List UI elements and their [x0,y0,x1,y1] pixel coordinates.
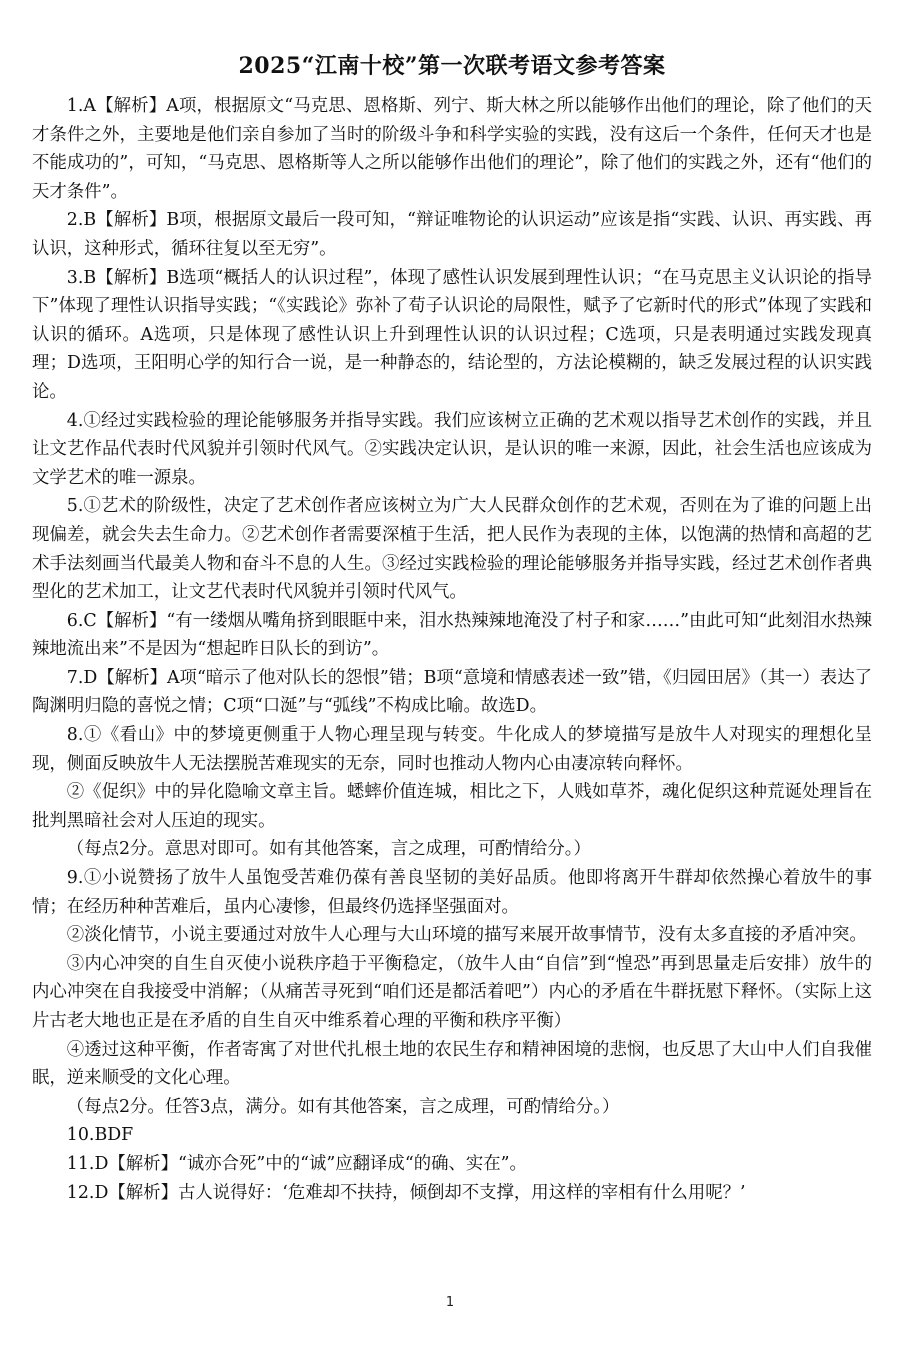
answer-paragraph: 2.B【解析】B项，根据原文最后一段可知，“辩证唯物论的认识运动”应该是指“实践、认识、再实践、再认识，这种形式，循环往复以至无穷”。 [32,210,872,259]
answer-paragraph: 11.D【解析】“诚亦合死”中的“诚”应翻译成“的确、实在”。 [66,1153,527,1174]
scoring-note: （每点2分。意思对即可。如有其他答案，言之成理，可酌情给分。） [66,839,591,860]
page-number: 1 [445,1295,455,1310]
answer-paragraph: 10.BDF [66,1125,134,1146]
answer-paragraph: 3.B【解析】B选项“概括人的认识过程”，体现了感性认识发展到理性认识；“在马克思主义认识论的指导下”体现了理性认识指导实践；“《实践论》弥补了荀子认识论的局限性，赋予了它新时代的形式”体现了实践和认识的循环。A选项，只是体现了感性认识上升到理性认识的认识过程；C选项，只是表明通过实践发现真理；D选项，王阳明心学的知行合一说，是一种静态的，结论型的，方法论模糊的，缺乏发展过程的认识实践论。 [32,267,872,402]
scoring-note: （每点2分。任答3点，满分。如有其他答案，言之成理，可酌情给分。） [66,1096,620,1117]
answer-paragraph: 7.D【解析】A项“暗示了他对队长的怨恨”错；B项“意境和情感表述一致”错，《归园田居》（其一）表达了陶渊明归隐的喜悦之情；C项“口涎”与“弧线”不构成比喻。故选D。 [32,667,872,717]
answer-paragraph: ③内心冲突的自生自灭使小说秩序趋于平衡稳定，（放牛人由“自信”到“惶恐”再到思量走后安排）放牛的内心冲突在自我接受中消解；（从痛苦寻死到“咱们还是都活着吧”）内心的矛盾在牛群抚慰下释怀。（实际上这片古老大地也正是在矛盾的自生自灭中维系着心理的平衡和秩序平衡） [32,953,872,1031]
page-title: 2025“江南十校”第一次联考语文参考答案 [238,53,666,79]
answer-paragraph: 1.A【解析】A项，根据原文“马克思、恩格斯、列宁、斯大林之所以能够作出他们的理论，除了他们的天才条件之外，主要地是他们亲自参加了当时的阶级斗争和科学实验的实践，没有这后一个条件，任何天才也是不能成功的”，可知，“马克思、恩格斯等人之所以能够作出他们的理论”，除了他们的实践之外，还有“他们的天才条件”。 [32,96,872,202]
answer-paragraph: 6.C【解析】“有一缕烟从嘴角挤到眼眶中来，泪水热辣辣地淹没了村子和家……”由此可知“此刻泪水热辣辣地流出来”不是因为“想起昨日队长的到访”。 [32,610,872,660]
answer-paragraph: 4.①经过实践检验的理论能够服务并指导实践。我们应该树立正确的艺术观以指导艺术创作的实践，并且让文艺作品代表时代风貌并引领时代风气。②实践决定认识，是认识的唯一来源，因此，社会生活也应该成为文学艺术的唯一源泉。 [32,410,872,488]
answer-paragraph: 5.①艺术的阶级性，决定了艺术创作者应该树立为广大人民群众创作的艺术观，否则在为了谁的问题上出现偏差，就会失去生命力。②艺术创作者需要深植于生活，把人民作为表现的主体，以饱满的热情和高超的艺术手法刻画当代最美人物和奋斗不息的人生。③经过实践检验的理论能够服务并指导实践，经过艺术创作者典型化的艺术加工，让文艺代表时代风貌并引领时代风气。 [32,496,872,603]
answer-paragraph: 9.①小说赞扬了放牛人虽饱受苦难仍葆有善良坚韧的美好品质。他即将离开牛群却依然操心着放牛的事情；在经历种种苦难后，虽内心凄惨，但最终仍选择坚强面对。 [32,868,872,917]
answer-paragraph: ②淡化情节，小说主要通过对放牛人心理与大山环境的描写来展开故事情节，没有太多直接的矛盾冲突。 [66,925,867,946]
answer-body [32,92,872,1207]
answer-paragraph: 12.D【解析】古人说得好：‘危难却不扶持，倾倒却不支撑，用这样的宰相有什么用呢？’ [66,1182,746,1203]
answer-paragraph: 8.①《看山》中的梦境更侧重于人物心理呈现与转变。牛化成人的梦境描写是放牛人对现实的理想化呈现，侧面反映放牛人无法摆脱苦难现实的无奈，同时也推动人物内心由凄凉转向释怀。 [32,725,872,774]
answer-paragraph: ④透过这种平衡，作者寄寓了对世代扎根土地的农民生存和精神困境的悲悯，也反思了大山中人们自我催眠，逆来顺受的文化心理。 [32,1039,872,1089]
answer-paragraph: ②《促织》中的异化隐喻文章主旨。蟋蟀价值连城，相比之下，人贱如草芥，魂化促织这种荒诞处理旨在批判黑暗社会对人压迫的现实。 [32,782,872,831]
